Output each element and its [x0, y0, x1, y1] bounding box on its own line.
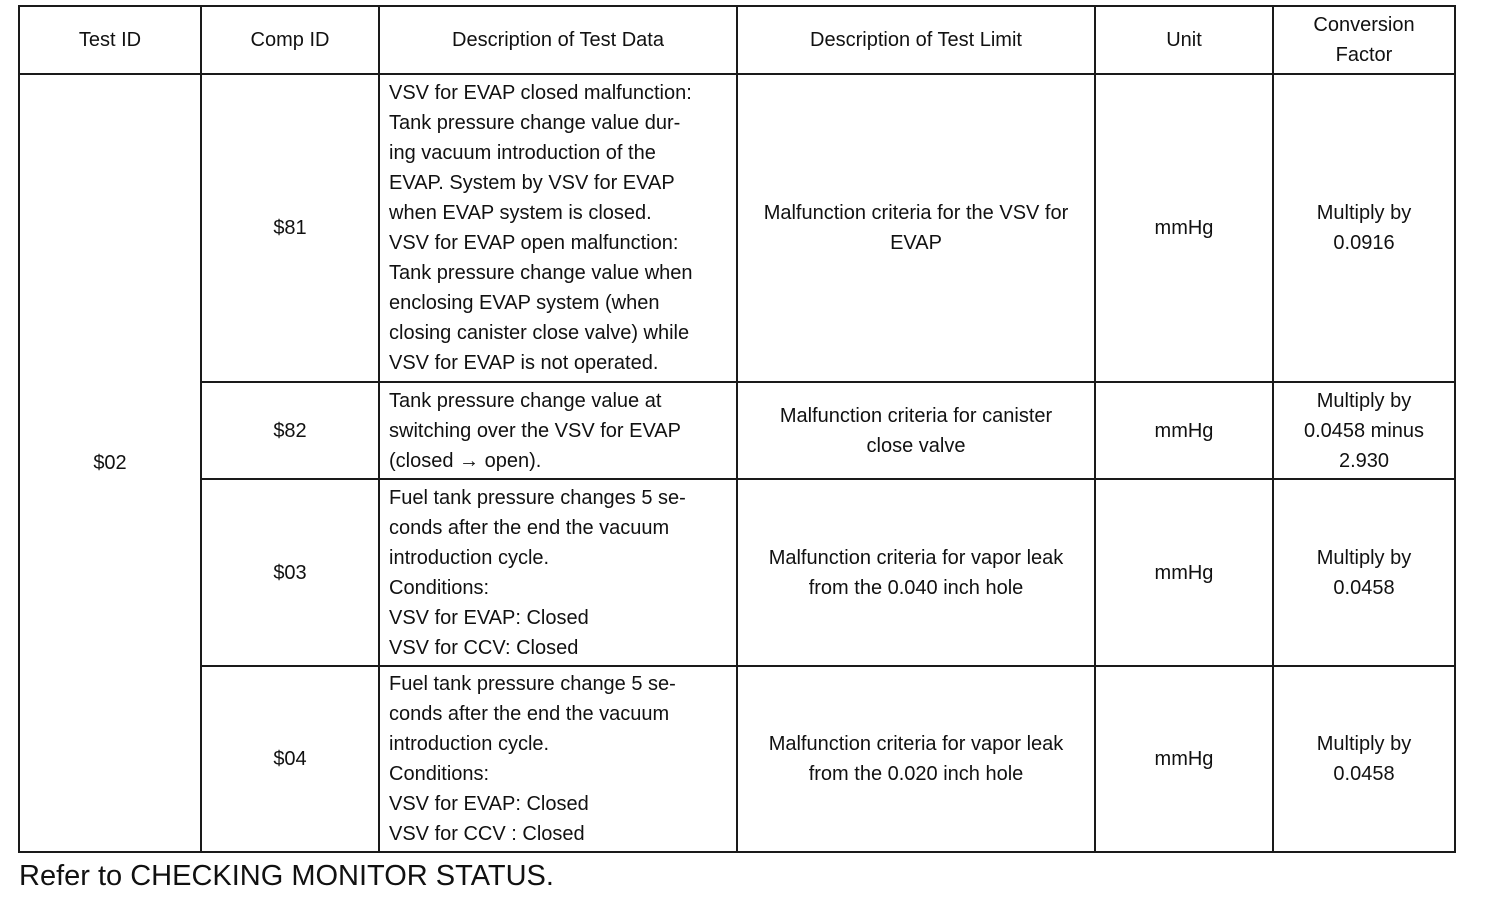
test-limit-line: Malfunction criteria for vapor leak	[768, 733, 1064, 755]
conversion-factor-line: 0.0458	[1333, 576, 1395, 599]
conversion-factor-line: 0.0458	[1333, 763, 1395, 785]
header-test-id: Test ID	[19, 6, 201, 74]
test-limit-line: EVAP	[890, 232, 942, 254]
test-limit-line: Malfunction criteria for canister	[779, 404, 1053, 427]
comp-id-cell: $03	[201, 479, 379, 666]
test-data-line: Tank pressure change value dur-	[389, 112, 681, 134]
test-limit-cell	[737, 479, 1095, 666]
test-limit-line: from the 0.040 inch hole	[808, 576, 1024, 599]
comp-id-cell: $81	[201, 74, 379, 382]
conversion-factor-line: Multiply by	[1316, 546, 1412, 569]
test-data-line: Conditions:	[389, 576, 490, 599]
test-data-cell	[379, 666, 737, 852]
test-data-line: Tank pressure change value when	[389, 262, 693, 284]
header-test-data: Description of Test Data	[379, 6, 737, 74]
table-header-row	[19, 6, 1455, 74]
test-limit-cell	[737, 382, 1095, 479]
test-data-line: VSV for CCV: Closed	[389, 636, 579, 659]
header-conversion-line: Conversion	[1313, 14, 1415, 36]
conversion-factor-cell	[1273, 382, 1455, 479]
header-comp-id: Comp ID	[201, 6, 379, 74]
test-data-line: Tank pressure change value at	[389, 389, 662, 412]
conversion-factor-cell	[1273, 74, 1455, 382]
unit-cell: mmHg	[1095, 382, 1273, 479]
test-id-cell: $02	[19, 74, 201, 852]
conversion-factor-line: 0.0458 minus	[1303, 419, 1425, 442]
test-data-line: switching over the VSV for EVAP	[389, 419, 681, 442]
test-data-table	[18, 5, 1456, 853]
test-limit-line: close valve	[866, 434, 966, 457]
test-data-line: ing vacuum introduction of the	[389, 142, 656, 164]
test-limit-line: Malfunction criteria for vapor leak	[768, 546, 1064, 569]
footer-note: Refer to CHECKING MONITOR STATUS.	[19, 860, 554, 892]
header-factor-line: Factor	[1335, 44, 1393, 66]
test-data-cell	[379, 74, 737, 382]
conversion-factor-line: Multiply by	[1316, 733, 1412, 755]
header-test-limit: Description of Test Limit	[737, 6, 1095, 74]
test-data-line: VSV for EVAP closed malfunction:	[389, 82, 692, 104]
conversion-factor-line: Multiply by	[1316, 389, 1412, 412]
test-data-line: VSV for EVAP: Closed	[389, 606, 589, 629]
test-data-line: conds after the end the vacuum	[389, 516, 670, 539]
test-data-line: VSV for EVAP: Closed	[389, 793, 589, 815]
table-body	[19, 74, 1455, 852]
test-data-line: conds after the end the vacuum	[389, 703, 670, 725]
test-data-line: Conditions:	[389, 763, 490, 785]
conversion-factor-line: 0.0916	[1333, 232, 1395, 254]
test-data-line: (closed → open).	[389, 449, 542, 472]
test-data-line: Fuel tank pressure change 5 se-	[389, 673, 676, 695]
unit-cell: mmHg	[1095, 479, 1273, 666]
table-row	[19, 382, 1455, 479]
header-unit: Unit	[1095, 6, 1273, 74]
table-row	[19, 74, 1455, 382]
comp-id-cell: $04	[201, 666, 379, 852]
test-limit-cell	[737, 666, 1095, 852]
test-limit-line: from the 0.020 inch hole	[808, 763, 1024, 785]
test-data-cell	[379, 382, 737, 479]
test-data-line: EVAP. System by VSV for EVAP	[389, 172, 675, 194]
test-data-line: Fuel tank pressure changes 5 se-	[389, 486, 686, 509]
test-data-line: closing canister close valve) while	[389, 322, 690, 344]
test-data-line: VSV for CCV : Closed	[389, 823, 585, 845]
conversion-factor-line: 2.930	[1338, 449, 1390, 472]
test-data-line: VSV for EVAP is not operated.	[389, 352, 659, 374]
comp-id-cell: $82	[201, 382, 379, 479]
conversion-factor-cell	[1273, 479, 1455, 666]
table-row	[19, 479, 1455, 666]
test-data-line: enclosing EVAP system (when	[389, 292, 660, 314]
test-data-line: VSV for EVAP open malfunction:	[389, 232, 679, 254]
test-data-line: introduction cycle.	[389, 733, 550, 755]
test-limit-line: Malfunction criteria for the VSV for	[763, 202, 1069, 224]
conversion-factor-cell	[1273, 666, 1455, 852]
test-data-line: when EVAP system is closed.	[389, 202, 652, 224]
conversion-factor-line: Multiply by	[1316, 202, 1412, 224]
test-limit-cell	[737, 74, 1095, 382]
test-data-cell	[379, 479, 737, 666]
unit-cell: mmHg	[1095, 666, 1273, 852]
table-row	[19, 666, 1455, 852]
header-conversion-factor	[1273, 6, 1455, 74]
test-data-line: introduction cycle.	[389, 546, 550, 569]
unit-cell: mmHg	[1095, 74, 1273, 382]
